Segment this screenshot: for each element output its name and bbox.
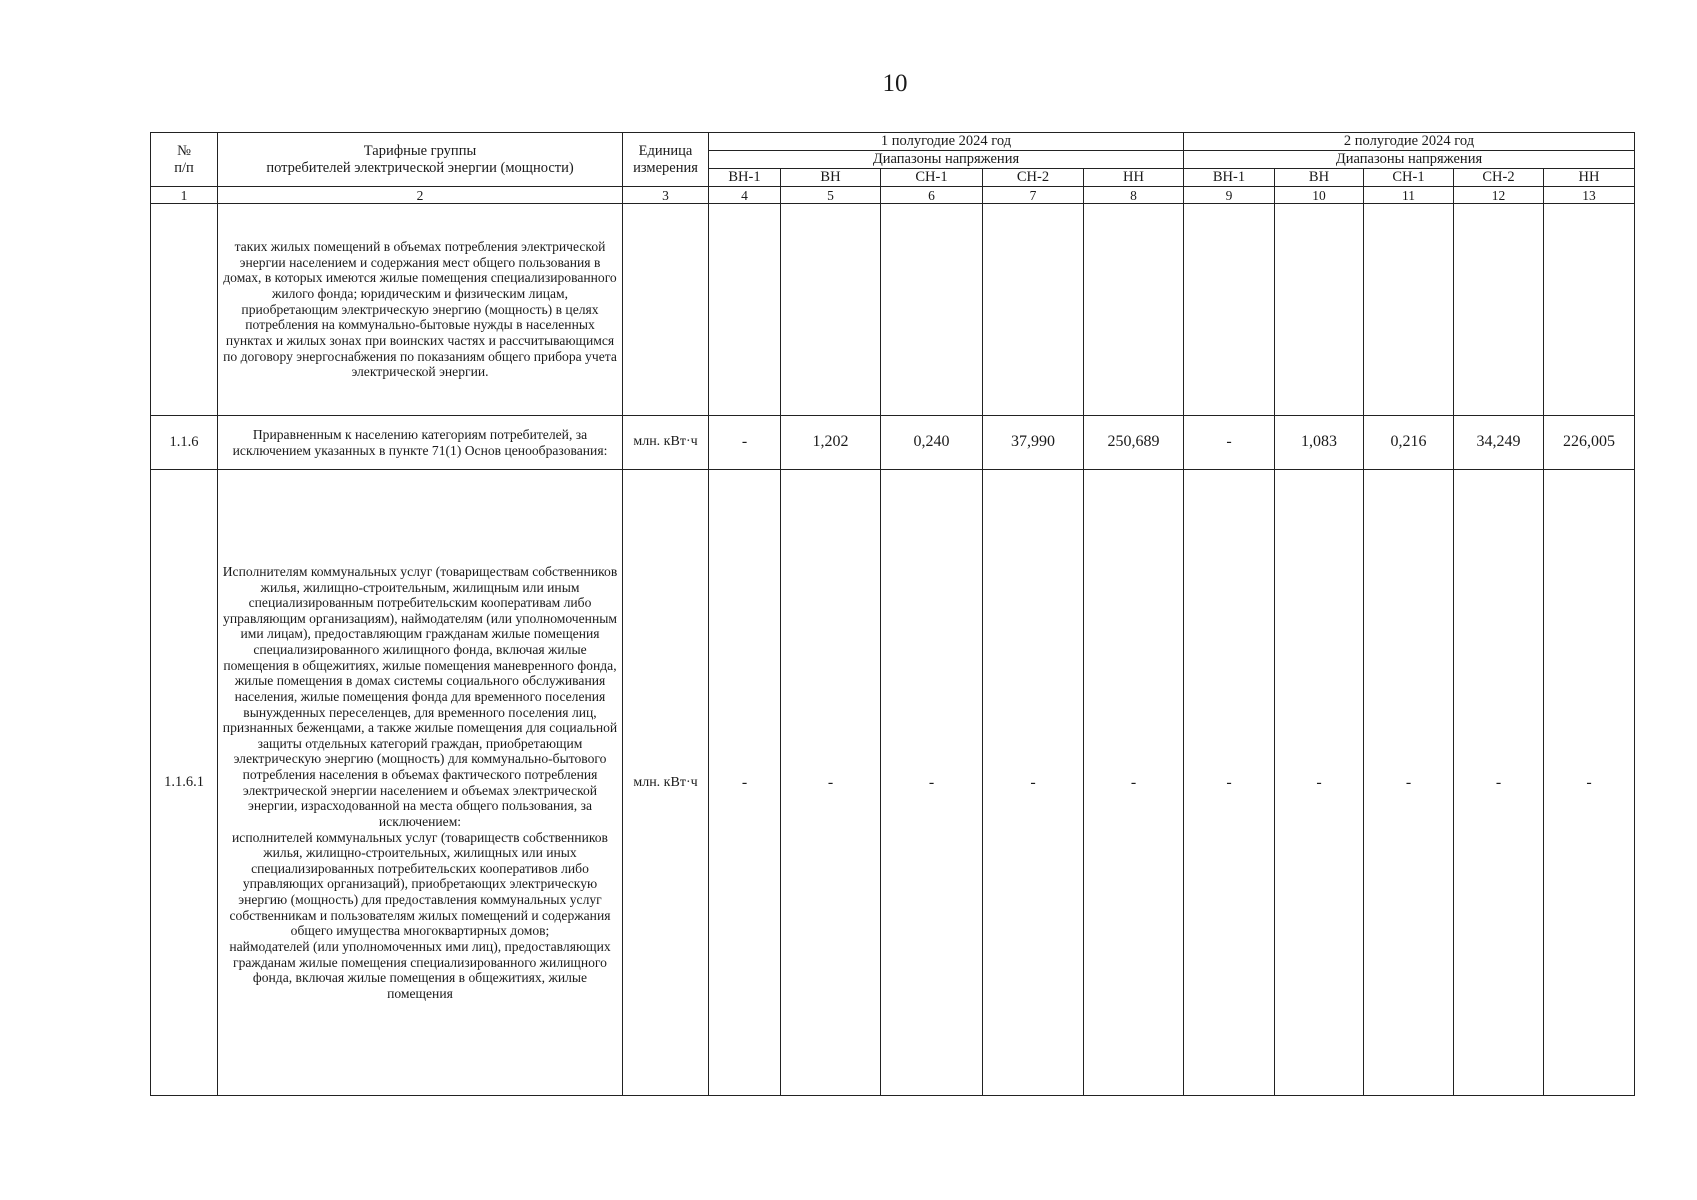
row-description: [218, 470, 623, 1096]
column-number-2: 2: [218, 187, 623, 204]
value-cell: 0,216: [1364, 415, 1454, 470]
header-level-3: СН-1: [881, 168, 983, 186]
table-row: [151, 204, 1635, 415]
row-number: 1.1.6: [151, 415, 218, 470]
value-cell: 34,249: [1454, 415, 1544, 470]
header-level-8: СН-1: [1364, 168, 1454, 186]
column-number-10: 10: [1275, 187, 1364, 204]
column-number-4: 4: [709, 187, 781, 204]
value-cell: [1544, 204, 1635, 415]
header-level-10: НН: [1544, 168, 1635, 186]
value-cell: -: [1184, 415, 1275, 470]
column-number-11: 11: [1364, 187, 1454, 204]
value-cell: 37,990: [983, 415, 1084, 470]
row-unit: [623, 204, 709, 415]
row-description: [218, 204, 623, 415]
column-number-8: 8: [1084, 187, 1184, 204]
value-cell: [781, 204, 881, 415]
column-numbers-row: [151, 187, 1635, 204]
value-cell: -: [983, 470, 1084, 1096]
table-row: [151, 415, 1635, 470]
header-level-6: ВН-1: [1184, 168, 1275, 186]
description-paragraph: Исполнителям коммунальных услуг (товариществам собственников жилья, жилищно-строительным, жилищным или иным специализированным потребительским кооперативам либо управляющим организациям), наймодателям (или уполномоченным ими лицам), предоставляющим гражданам жилые помещения специализированного жилищного фонда, включая жилые помещения в общежитиях, жилые помещения маневренного фонда, жилые помещения в домах системы социального обслуживания населения, жилые помещения фонда для временного поселения вынужденных переселенцев, для временного поселения лиц, признанных беженцами, а также жилые помещения для социальной защиты отдельных категорий граждан, приобретающим электрическую энергию (мощность) для коммунально-бытового потребления населения в объемах фактического потребления электрической энергии населением и объемах электрической энергии, израсходованной на места общего пользования, за исключением:: [222, 563, 618, 829]
value-cell: 1,083: [1275, 415, 1364, 470]
value-cell: 226,005: [1544, 415, 1635, 470]
description-paragraph: наймодателей (или уполномоченных ими лиц), предоставляющих гражданам жилые помещения специализированного жилищного фонда, включая жилые помещения в общежитиях, жилые помещения: [229, 938, 611, 1001]
column-number-5: 5: [781, 187, 881, 204]
value-cell: [983, 204, 1084, 415]
value-cell: -: [881, 470, 983, 1096]
value-cell: -: [1084, 470, 1184, 1096]
value-cell: [1364, 204, 1454, 415]
column-number-3: 3: [623, 187, 709, 204]
value-cell: [1275, 204, 1364, 415]
value-cell: [1084, 204, 1184, 415]
column-number-9: 9: [1184, 187, 1275, 204]
header-level-9: СН-2: [1454, 168, 1544, 186]
value-cell: [1454, 204, 1544, 415]
value-cell: -: [709, 470, 781, 1096]
row-description: [218, 415, 623, 470]
value-cell: [709, 204, 781, 415]
value-cell: [881, 204, 983, 415]
value-cell: -: [1184, 470, 1275, 1096]
description-paragraph: таких жилых помещений в объемах потребления электрической энергии населением и содержания мест общего пользования в домах, в которых имеются жилые помещения специализированного жилого фонда; юридическим и физическим лицам, приобретающим электрическую энергию (мощность) в целях потребления на коммунально-бытовые нужды в населенных пунктах и жилых зонах при воинских частях и рассчитывающимся по договору энергоснабжения по показаниям общего прибора учета электрической энергии.: [223, 239, 617, 380]
column-number-1: 1: [151, 187, 218, 204]
header-level-5: НН: [1084, 168, 1184, 186]
header-unit: Единица измерения: [623, 133, 709, 187]
header-num: № п/п: [151, 133, 218, 187]
value-cell: -: [781, 470, 881, 1096]
header-level-1: ВН-1: [709, 168, 781, 186]
value-cell: 1,202: [781, 415, 881, 470]
header-row-1: [151, 133, 1635, 151]
value-cell: -: [1454, 470, 1544, 1096]
header-ranges-1: Диапазоны напряжения: [709, 150, 1184, 168]
value-cell: -: [1275, 470, 1364, 1096]
header-level-4: СН-2: [983, 168, 1084, 186]
page-number: 10: [882, 70, 908, 97]
header-half-2: 2 полугодие 2024 год: [1184, 133, 1635, 151]
header-tariff-groups: Тарифные группы потребителей электрической энергии (мощности): [218, 133, 623, 187]
column-number-6: 6: [881, 187, 983, 204]
value-cell: -: [709, 415, 781, 470]
header-level-7: ВН: [1275, 168, 1364, 186]
table-row: [151, 470, 1635, 1096]
column-number-7: 7: [983, 187, 1084, 204]
header-level-2: ВН: [781, 168, 881, 186]
tariff-table: [150, 132, 1635, 1096]
column-number-13: 13: [1544, 187, 1635, 204]
value-cell: -: [1544, 470, 1635, 1096]
header-ranges-2: Диапазоны напряжения: [1184, 150, 1635, 168]
row-number: [151, 204, 218, 415]
header-half-1: 1 полугодие 2024 год: [709, 133, 1184, 151]
column-number-12: 12: [1454, 187, 1544, 204]
value-cell: [1184, 204, 1275, 415]
value-cell: -: [1364, 470, 1454, 1096]
value-cell: 0,240: [881, 415, 983, 470]
row-unit: млн. кВт·ч: [623, 470, 709, 1096]
description-paragraph: исполнителей коммунальных услуг (товариществ собственников жилья, жилищно-строительных, жилищных или иных специализированных потребительских кооперативов либо управляющих организаций), приобретающих электрическую энергию (мощность) для предоставления коммунальных услуг собственникам и пользователям жилых помещений и содержания общего имущества многоквартирных домов;: [229, 829, 611, 939]
description-paragraph: Приравненным к населению категориям потребителей, за исключением указанных в пункте 71(1) Основ ценообразования:: [232, 426, 608, 458]
row-number: 1.1.6.1: [151, 470, 218, 1096]
value-cell: 250,689: [1084, 415, 1184, 470]
row-unit: млн. кВт·ч: [623, 415, 709, 470]
